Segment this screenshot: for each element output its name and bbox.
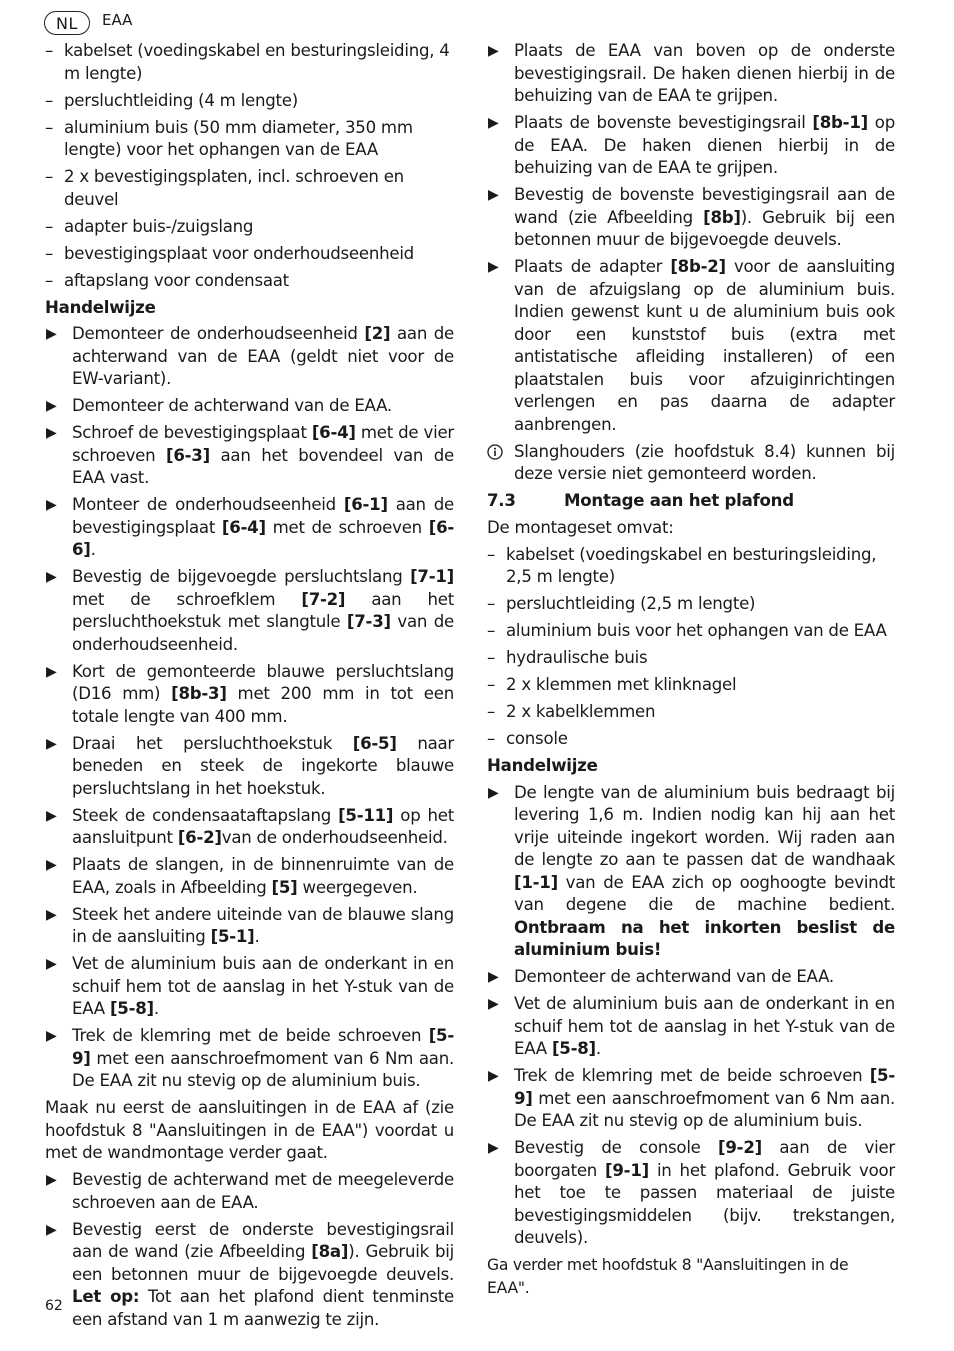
step-text: Kort de gemonteerde blauwe persluchtslang (D16 mm): [72, 661, 454, 703]
procedure-step: [487, 256, 895, 436]
step-text: Plaats de EAA van boven op de onderste bevestigingsrail. De haken dienen hierbij in de behuizing van de EAA te grijpen.: [514, 41, 895, 105]
step-text: aan de bevestigingsplaat: [72, 495, 454, 537]
triangle-right-icon: ▶: [488, 187, 499, 203]
step-text: Trek de klemring met de beide schroeven: [514, 1066, 870, 1085]
step-reference: [5-8]: [109, 999, 154, 1018]
step-text: Plaats de slangen, in de binnenruimte van de EAA, zoals in Afbeelding: [72, 855, 454, 897]
triangle-right-icon: ▶: [46, 857, 57, 873]
step-text: Steek de condensaataftapslang: [72, 805, 339, 825]
step-reference: [1-1]: [514, 872, 558, 892]
triangle-right-icon: ▶: [46, 956, 57, 972]
procedure-step: [45, 1025, 454, 1093]
step-text: Bevestig de achterwand met de meegeleverde schroeven aan de EAA.: [72, 1170, 454, 1212]
triangle-right-icon: ▶: [46, 398, 57, 414]
list-item: – 2 x kabelklemmen: [487, 701, 895, 724]
list-item: – kabelset (voedingskabel en besturingsleiding, 2,5 m lengte): [487, 544, 895, 589]
step-text: Vet de aluminium buis aan de onderkant in en schuif hem tot de aanslag in het Y-stuk van de EAA: [514, 994, 895, 1058]
procedure-step: [487, 966, 895, 989]
list-item: – kabelset (voedingskabel en besturingsleiding, 4 m lengte): [45, 40, 454, 85]
scope-of-delivery-list: [45, 40, 454, 292]
step-text: met 200 mm in tot een totale lengte van 400 mm.: [72, 684, 454, 726]
step-reference: [7-3]: [346, 612, 391, 631]
step-text: voor de aansluiting van de afzuigslang op de aluminium buis. Indien gewenst kunt u de aluminium buis ook door een kunststof buis (extra met antistatische afleiding installeren) of een plaatstalen buis voor afzuiginrichtingen verlengen en pas daarna de adapter aanbrengen.: [514, 257, 895, 434]
procedure-step: [487, 40, 895, 108]
ceiling-procedure-steps: [487, 782, 895, 1250]
step-text: Bevestig de bovenste bevestigingsrail aan de wand (zie Afbeelding: [514, 185, 895, 227]
triangle-right-icon: ▶: [46, 497, 57, 513]
list-item: – hydraulische buis: [487, 647, 895, 670]
step-reference: [5-8]: [551, 1039, 596, 1058]
triangle-right-icon: ▶: [488, 996, 499, 1012]
step-reference: [5-11]: [338, 805, 394, 825]
procedure-step: [487, 782, 895, 962]
triangle-right-icon: ▶: [488, 43, 499, 59]
section-title: Montage aan het plafond: [564, 491, 794, 510]
step-text: Plaats de bovenste bevestigingsrail: [514, 113, 813, 132]
procedure-step: [487, 1137, 895, 1250]
header-title: EAA: [102, 11, 133, 29]
procedure-steps-continued: [487, 40, 895, 436]
step-text: met de vier schroeven: [72, 423, 454, 465]
step-reference: [8b-2]: [670, 257, 726, 276]
procedure-steps: [45, 323, 454, 1093]
step-reference: [6-4]: [311, 423, 356, 442]
step-text: De lengte van de aluminium buis bedraagt bij levering 1,6 m. Indien nodig kan hij aan het vrije uiteinde ingekort worden. Wij raden aan de lengte zo aan te passen dat de wandhaak: [514, 782, 895, 869]
procedure-steps-continued: [45, 1169, 454, 1331]
step-text: Demonteer de achterwand van de EAA.: [72, 396, 392, 415]
step-text: Draai het persluchthoekstuk: [72, 733, 353, 753]
language-badge: NL: [44, 11, 90, 35]
list-item: – 2 x klemmen met klinknagel: [487, 674, 895, 697]
step-text: weergegeven.: [297, 877, 418, 897]
step-reference: [8a]: [311, 1242, 349, 1261]
procedure-step: [45, 1169, 454, 1214]
list-item: – aluminium buis (50 mm diameter, 350 mm lengte) voor het ophangen van de EAA: [45, 117, 454, 162]
step-text: .: [90, 540, 96, 559]
step-reference: [6-4]: [221, 517, 266, 537]
step-reference: [6-6]: [72, 517, 455, 559]
procedure-step: [45, 805, 454, 850]
right-column: [487, 40, 895, 1304]
step-text: met een aanschroefmoment van 6 Nm aan. De EAA zit nu stevig op de aluminium buis.: [72, 1048, 454, 1090]
list-item: – bevestigingsplaat voor onderhoudseenheid: [45, 243, 454, 266]
step-reference: [2]: [364, 324, 391, 343]
step-text: op de EAA. De haken dienen hierbij in de behuizing van de EAA te grijpen.: [514, 113, 895, 177]
step-text: met een aanschroefmoment van 6 Nm aan. De EAA zit nu stevig op de aluminium buis.: [514, 1088, 895, 1130]
step-text: Trek de klemring met de beide schroeven: [72, 1026, 429, 1045]
list-item: – persluchtleiding (2,5 m lengte): [487, 593, 895, 616]
step-reference: [6-5]: [352, 733, 397, 753]
step-text: op het aansluitpunt: [72, 805, 454, 847]
section-heading: [487, 490, 895, 513]
procedure-heading: Handelwijze: [45, 297, 156, 317]
step-text: Demonteer de achterwand van de EAA.: [514, 967, 834, 986]
triangle-right-icon: ▶: [46, 1172, 57, 1188]
procedure-step: [45, 566, 454, 656]
step-text: .: [153, 999, 159, 1018]
step-text: Bevestig de console: [514, 1138, 719, 1157]
step-text: aan het bovendeel van de EAA vast.: [72, 445, 454, 487]
step-text: ). Gebruik bij een betonnen muur de bijgevoegde deuvels.: [72, 1242, 454, 1284]
step-text: aan de achterwand van de EAA (geldt niet voor de EW-variant).: [72, 324, 454, 388]
step-text: Plaats de adapter: [514, 257, 671, 276]
procedure-step: [45, 1219, 454, 1332]
step-reference: [6-1]: [343, 495, 388, 514]
step-reference: [8b-3]: [171, 684, 227, 703]
step-reference: [9-1]: [605, 1160, 649, 1180]
procedure-step: [45, 953, 454, 1021]
procedure-step: [487, 184, 895, 252]
triangle-right-icon: ▶: [488, 784, 499, 801]
list-item: – adapter buis-/zuigslang: [45, 216, 454, 239]
step-reference: [7-1]: [410, 567, 454, 586]
step-text: Vet de aluminium buis aan de onderkant in en schuif hem tot de aanslag in het Y-stuk van de EAA: [72, 954, 454, 1018]
triangle-right-icon: ▶: [46, 569, 57, 585]
step-text: .: [254, 927, 260, 946]
page-number: 62: [45, 1298, 63, 1314]
step-text: in het plafond. Gebruik voor het toe te passen materiaal de juiste bevestigingsmiddelen (bijv. trekstangen, deuvels).: [514, 1160, 895, 1247]
triangle-right-icon: ▶: [46, 906, 57, 923]
procedure-step: [45, 854, 454, 899]
list-item: – aluminium buis voor het ophangen van de EAA: [487, 620, 895, 643]
step-text: ). Gebruik bij een betonnen muur de bijgevoegde deuvels.: [514, 207, 895, 249]
procedure-step: [45, 661, 454, 729]
procedure-step: [45, 323, 454, 391]
triangle-right-icon: ▶: [46, 1221, 57, 1238]
procedure-step: [45, 395, 454, 418]
step-text: van de EAA zich op ooghoogte bevindt van degene die de machine bedient.: [514, 872, 895, 914]
triangle-right-icon: ▶: [46, 326, 57, 342]
step-reference: [7-2]: [301, 589, 346, 609]
step-reference: [5-1]: [210, 927, 255, 946]
step-reference: [9-2]: [718, 1138, 762, 1157]
step-text: met de schroeven: [265, 517, 429, 537]
info-text: Slanghouders (zie hoofdstuk 8.4) kunnen bij deze versie niet gemonteerd worden.: [514, 441, 895, 483]
list-item: – 2 x bevestigingsplaten, incl. schroeven en deuvel: [45, 166, 454, 211]
triangle-right-icon: ▶: [46, 425, 57, 441]
step-text: aan de vier boorgaten: [514, 1138, 895, 1180]
left-column: [45, 40, 454, 1336]
step-text: Monteer de onderhoudseenheid: [72, 495, 344, 514]
step-text: Bevestig eerst de onderste bevestigingsrail aan de wand (zie Afbeelding: [72, 1219, 454, 1261]
procedure-step: [45, 733, 454, 801]
step-text: Steek het andere uiteinde van de blauwe slang in de aansluiting: [72, 904, 454, 946]
info-icon: [487, 444, 503, 467]
triangle-right-icon: ▶: [488, 1068, 499, 1084]
section-number: 7.3: [487, 491, 516, 510]
procedure-step: [487, 993, 895, 1061]
step-text: Bevestig de bijgevoegde persluchtslang: [72, 567, 411, 586]
procedure-heading: Handelwijze: [487, 756, 598, 775]
step-text: met de schroefklem: [72, 589, 302, 609]
info-note: [487, 441, 895, 486]
triangle-right-icon: ▶: [46, 735, 57, 752]
procedure-step: [487, 112, 895, 180]
montageset-list: [487, 544, 895, 751]
procedure-step: [487, 1065, 895, 1133]
step-text: aan het persluchthoekstuk met slangtule: [72, 589, 454, 631]
step-text: van de onderhoudseenheid.: [221, 828, 448, 847]
paragraph: Maak nu eerst de aansluitingen in de EAA af (zie hoofdstuk 8 "Aansluitingen in de EAA") voordat u met de wandmontage verder gaat.: [45, 1098, 454, 1162]
triangle-right-icon: ▶: [46, 807, 57, 824]
step-reference: [8b-1]: [812, 113, 868, 132]
step-reference: [5-9]: [514, 1066, 895, 1108]
page-header: [44, 10, 132, 36]
continue-note: Ga verder met hoofdstuk 8 "Aansluitingen in de EAA".: [487, 1256, 849, 1297]
step-reference: [8b]: [703, 207, 741, 227]
list-item: – console: [487, 728, 895, 751]
procedure-step: [45, 904, 454, 949]
montageset-intro: De montageset omvat:: [487, 517, 674, 537]
triangle-right-icon: ▶: [488, 259, 499, 275]
procedure-step: [45, 494, 454, 562]
triangle-right-icon: ▶: [488, 969, 499, 985]
step-text: van de onderhoudseenheid.: [72, 612, 454, 654]
step-reference: Let op:: [72, 1287, 140, 1306]
triangle-right-icon: ▶: [46, 1028, 57, 1044]
list-item: – persluchtleiding (4 m lengte): [45, 90, 454, 113]
step-text: Tot aan het plafond dient tenminste een afstand van 1 m aanwezig te zijn.: [72, 1287, 455, 1329]
triangle-right-icon: ▶: [488, 1140, 499, 1156]
step-text: Demonteer de onderhoudseenheid: [72, 324, 365, 343]
step-reference: Ontbraam na het inkorten beslist de aluminium buis!: [514, 917, 895, 959]
step-text: Schroef de bevestigingsplaat: [72, 423, 312, 442]
procedure-step: [45, 422, 454, 490]
step-reference: [5]: [271, 877, 298, 897]
step-text: .: [595, 1039, 601, 1058]
step-text: naar beneden en steek de ingekorte blauwe persluchtslang in het hoekstuk.: [72, 733, 455, 798]
triangle-right-icon: ▶: [488, 115, 499, 131]
step-reference: [5-9]: [72, 1026, 454, 1068]
step-reference: [6-3]: [166, 445, 210, 465]
list-item: – aftapslang voor condensaat: [45, 270, 454, 293]
step-reference: [6-2]: [177, 828, 222, 847]
triangle-right-icon: ▶: [46, 663, 57, 680]
